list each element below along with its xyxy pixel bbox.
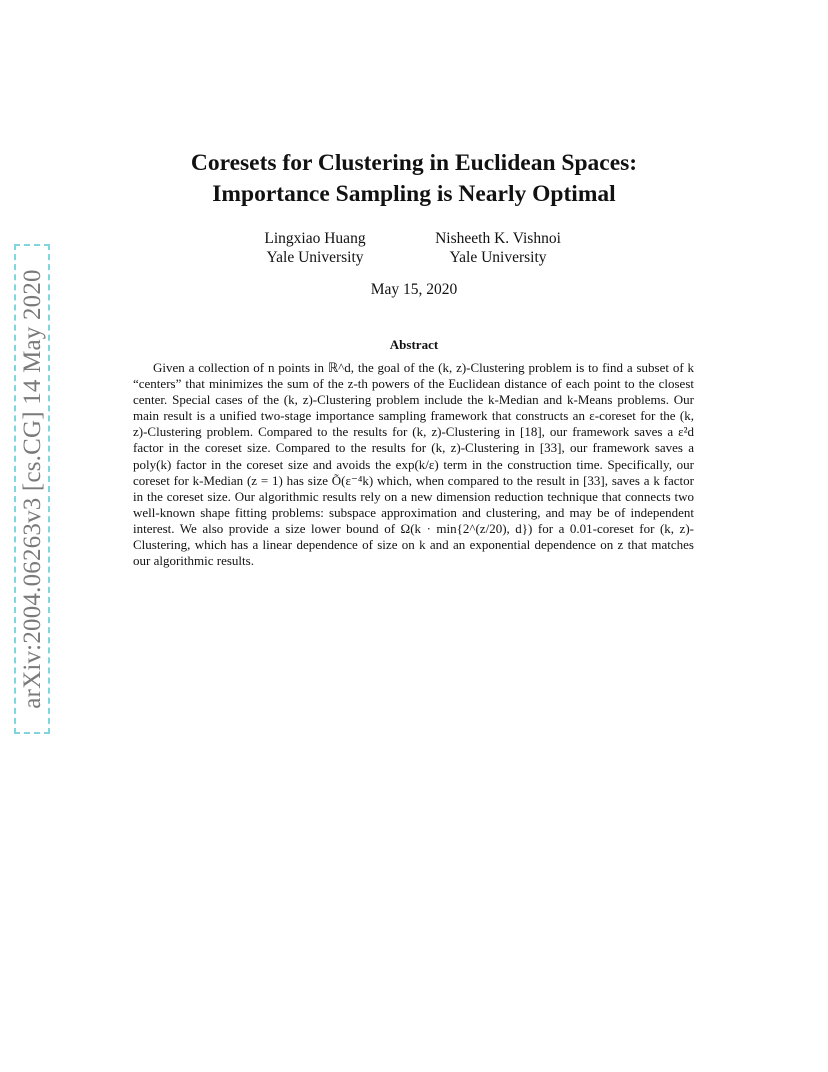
- author-affiliation: Yale University: [266, 249, 364, 266]
- paper-title: [0, 148, 828, 210]
- abstract-body: Given a collection of n points in ℝ^d, the goal of the (k, z)-Clustering problem is to find a subset of k “centers” that minimizes the sum of the z-th powers of the Euclidean distance of each point to the closest center. Special cases of the (k, z)-Clustering problem include the k-Median and k-Means problems. Our main result is a unified two-stage importance sampling framework that constructs an ε-coreset for the (k, z)-Clustering problem. Compared to the results for (k, z)-Clustering in [18], our framework saves a ε²d factor in the coreset size. Compared to the results for (k, z)-Clustering in [33], our framework saves a poly(k) factor in the coreset size and avoids the exp(k/ε) term in the construction time. Specifically, our coreset for k-Median (z = 1) has size Õ(ε⁻⁴k) which, when compared to the result in [33], saves a k factor in the coreset size. Our algorithmic results rely on a new dimension reduction technique that connects two well-known shape fitting problems: subspace approximation and clustering, and may be of independent interest. We also provide a size lower bound of Ω(k · min{2^(z/20), d}) for a 0.01-coreset for (k, z)-Clustering, which has a linear dependence of size on k and an exponential dependence on z that matches our algorithmic results.: [133, 360, 694, 569]
- author-affiliation: Yale University: [449, 249, 547, 266]
- title-line-2: Importance Sampling is Nearly Optimal: [212, 181, 616, 207]
- author-name: Nisheeth K. Vishnoi: [435, 230, 561, 247]
- author-block: [238, 229, 392, 267]
- publication-date: May 15, 2020: [370, 281, 458, 298]
- abstract-heading: Abstract: [389, 337, 439, 352]
- author-block: [412, 229, 584, 267]
- arxiv-identifier[interactable]: arXiv:2004.06263v3 [cs.CG] 14 May 2020: [19, 269, 46, 709]
- author-name: Lingxiao Huang: [264, 230, 366, 247]
- title-line-1: Coresets for Clustering in Euclidean Spaces:: [190, 150, 638, 176]
